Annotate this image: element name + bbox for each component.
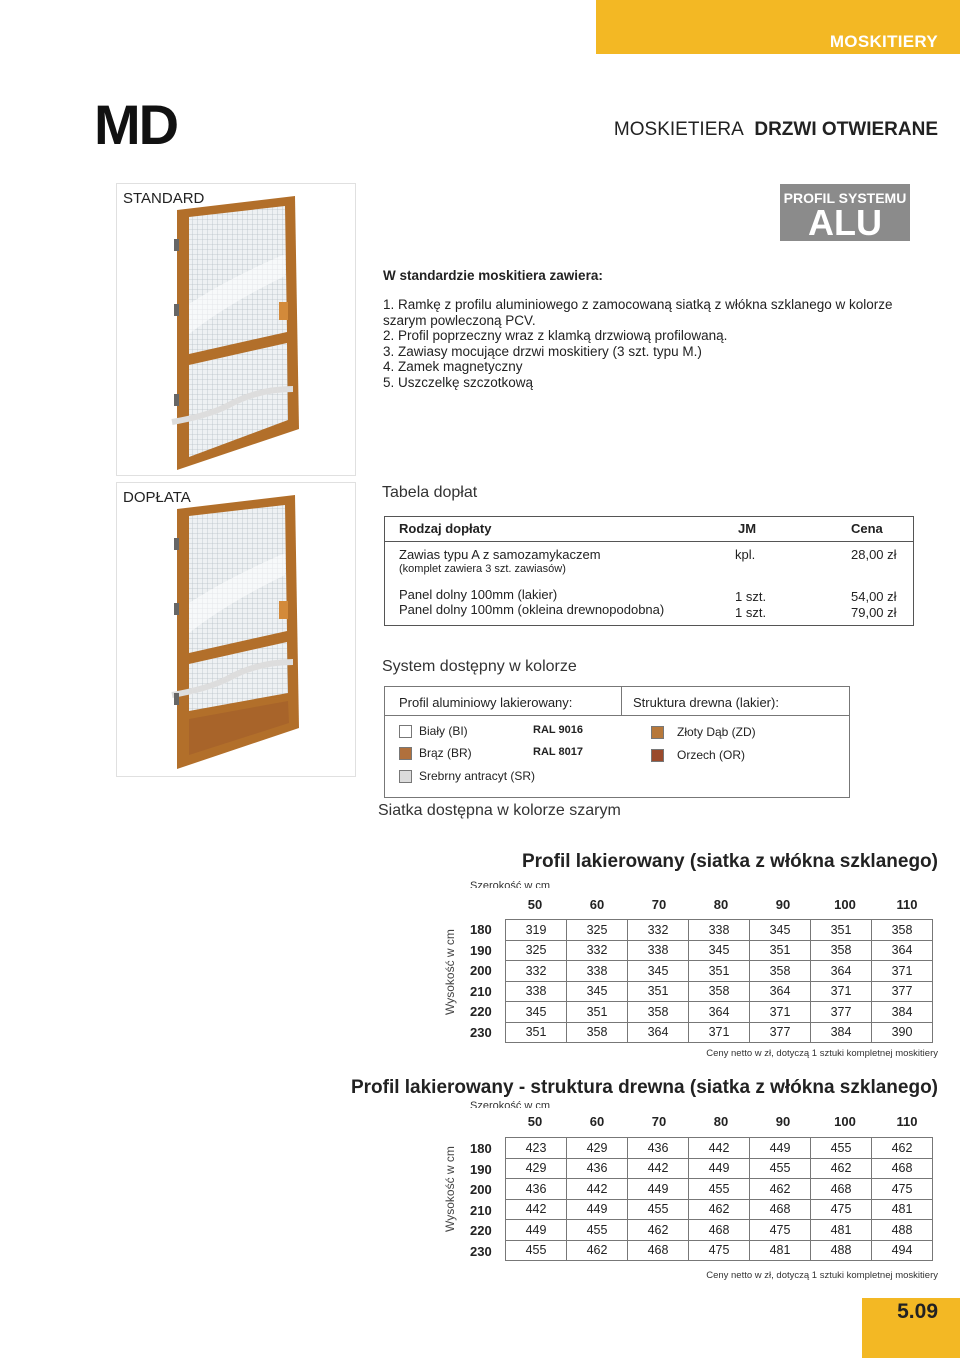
model-code: MD — [94, 93, 178, 156]
doplata-table — [384, 516, 914, 626]
color-name: Srebrny antracyt (SR) — [419, 769, 536, 783]
colors-box — [384, 686, 850, 798]
price-cell: 351 — [750, 940, 811, 961]
header-type: Rodzaj dopłaty — [399, 521, 492, 536]
height-header: 220 — [470, 1223, 492, 1238]
price-cell: 325 — [567, 920, 628, 941]
width-header: 90 — [775, 1114, 791, 1129]
height-header: 180 — [470, 922, 492, 937]
standard-list — [383, 297, 903, 390]
height-label: Wysokość w cm — [443, 1146, 457, 1232]
price-cell: 436 — [506, 1179, 567, 1200]
price-cell: 455 — [506, 1240, 567, 1261]
category-label: MOSKITIERY — [829, 32, 938, 51]
price-cell: 338 — [689, 920, 750, 941]
price-cell: 358 — [872, 920, 933, 941]
price-cell: 364 — [750, 981, 811, 1002]
price-cell: 364 — [811, 961, 872, 982]
price-cell: 462 — [811, 1158, 872, 1179]
price-cell: 338 — [628, 940, 689, 961]
color-swatch-or — [651, 749, 664, 762]
price-cell: 449 — [628, 1179, 689, 1200]
price-cell: 345 — [567, 981, 628, 1002]
price-cell: 371 — [750, 1002, 811, 1023]
color-swatch-br — [399, 747, 412, 760]
color-swatch-bi — [399, 725, 412, 738]
price-cell: 468 — [811, 1179, 872, 1200]
height-header: 200 — [470, 963, 492, 978]
table-row — [506, 981, 933, 1002]
price-cell: 475 — [872, 1179, 933, 1200]
table-row — [506, 1138, 933, 1159]
price-cell: 494 — [872, 1240, 933, 1261]
price-cell: 371 — [811, 981, 872, 1002]
row-name: Zawias typu A z samozamykaczem — [399, 547, 601, 562]
height-header: 200 — [470, 1182, 492, 1197]
price-cell: 429 — [506, 1158, 567, 1179]
price-cell: 364 — [628, 1022, 689, 1043]
height-header: 230 — [470, 1243, 492, 1259]
price-cell: 436 — [567, 1158, 628, 1179]
width-header: 100 — [834, 897, 856, 912]
width-header: 110 — [896, 897, 918, 912]
price-cell: 442 — [689, 1138, 750, 1159]
price-table-1-title: Profil lakierowany (siatka z włókna szklanego) — [521, 851, 938, 872]
color-name: Biały (BI) — [419, 724, 468, 738]
price-cell: 481 — [811, 1220, 872, 1241]
price-cell: 332 — [567, 940, 628, 961]
list-item: 3. Zawiasy mocujące drzwi moskitiery (3 szt. typu M.) — [383, 343, 702, 359]
price-cell: 475 — [811, 1199, 872, 1220]
price-cell: 319 — [506, 920, 567, 941]
doplata-table-title: Tabela dopłat — [382, 484, 478, 501]
color-swatch-zd — [651, 726, 664, 739]
divider — [621, 687, 622, 715]
price-cell: 358 — [750, 961, 811, 982]
price-cell: 345 — [750, 920, 811, 941]
price-note: Ceny netto w zł, dotyczą 1 sztuki kompletnej moskitiery — [706, 1270, 938, 1281]
price-cell: 468 — [872, 1158, 933, 1179]
price-cell: 338 — [567, 961, 628, 982]
table-row — [506, 920, 933, 941]
table-row — [506, 940, 933, 961]
price-cell: 468 — [750, 1199, 811, 1220]
ral-code: RAL 9016 — [533, 724, 583, 736]
standard-image-box — [116, 183, 356, 476]
width-header: 90 — [775, 897, 791, 912]
price-cell: 345 — [628, 961, 689, 982]
price-table-1 — [505, 919, 933, 1043]
price-cell: 455 — [567, 1220, 628, 1241]
price-cell: 377 — [811, 1002, 872, 1023]
price-cell: 468 — [628, 1240, 689, 1261]
ral-code: RAL 8017 — [533, 746, 583, 758]
door-illustration-panel — [117, 483, 355, 776]
price-cell: 462 — [689, 1199, 750, 1220]
table-row — [506, 1220, 933, 1241]
row-price: 54,00 zł — [851, 589, 897, 604]
price-cell: 390 — [872, 1022, 933, 1043]
list-item: 5. Uszczelkę szczotkową — [383, 374, 534, 390]
price-cell: 475 — [689, 1240, 750, 1261]
width-header: 70 — [651, 1114, 667, 1129]
width-header: 70 — [651, 897, 667, 912]
price-cell: 338 — [506, 981, 567, 1002]
price-cell: 455 — [689, 1179, 750, 1200]
colors-title: System dostępny w kolorze — [382, 658, 577, 675]
row-name: Panel dolny 100mm (lakier) — [399, 587, 558, 602]
price-cell: 364 — [872, 940, 933, 961]
standard-heading: W standardzie moskitiera zawiera: — [383, 268, 603, 283]
color-swatch-sr — [399, 770, 412, 783]
price-cell: 449 — [689, 1158, 750, 1179]
table-row — [506, 1158, 933, 1179]
price-cell: 371 — [689, 1022, 750, 1043]
width-header: 60 — [589, 1114, 605, 1129]
table-row — [506, 1179, 933, 1200]
aluminium-header: Profil aluminiowy lakierowany: — [399, 695, 573, 710]
subtitle-regular: MOSKIETIERA — [613, 119, 744, 140]
badge-line2: ALU — [808, 202, 882, 243]
width-label: Szerokość w cm — [470, 880, 551, 888]
price-cell: 371 — [872, 961, 933, 982]
height-header: 180 — [470, 1141, 492, 1156]
price-cell: 377 — [750, 1022, 811, 1043]
width-label: Szerokość w cm — [470, 1100, 551, 1108]
height-header: 230 — [470, 1024, 492, 1040]
price-cell: 449 — [506, 1220, 567, 1241]
height-header: 220 — [470, 1004, 492, 1019]
price-cell: 481 — [750, 1240, 811, 1261]
price-cell: 345 — [506, 1002, 567, 1023]
price-cell: 358 — [811, 940, 872, 961]
price-cell: 462 — [750, 1179, 811, 1200]
width-header: 100 — [834, 1114, 856, 1129]
price-cell: 455 — [811, 1138, 872, 1159]
price-cell: 351 — [567, 1002, 628, 1023]
price-table-2-title: Profil lakierowany - struktura drewna (siatka z włókna szklanego) — [350, 1077, 938, 1098]
list-item: 2. Profil poprzeczny wraz z klamką drzwiową profilowaną. — [383, 328, 728, 343]
price-cell: 449 — [750, 1138, 811, 1159]
price-cell: 488 — [872, 1220, 933, 1241]
height-header: 210 — [470, 983, 492, 999]
price-cell: 384 — [811, 1022, 872, 1043]
width-header: 80 — [713, 897, 729, 912]
price-cell: 442 — [628, 1158, 689, 1179]
price-cell: 358 — [689, 981, 750, 1002]
doplata-label: DOPŁATA — [123, 489, 191, 506]
wood-header: Struktura drewna (lakier): — [633, 695, 779, 710]
width-header: 60 — [589, 897, 605, 912]
price-table-2 — [505, 1137, 933, 1261]
row-price: 28,00 zł — [851, 547, 897, 562]
row-name: Panel dolny 100mm (okleina drewnopodobna) — [399, 602, 665, 617]
width-header: 80 — [713, 1114, 729, 1129]
price-cell: 423 — [506, 1138, 567, 1159]
header-unit: JM — [738, 521, 757, 536]
price-cell: 358 — [567, 1022, 628, 1043]
price-cell: 462 — [872, 1138, 933, 1159]
price-cell: 332 — [628, 920, 689, 941]
height-header: 190 — [470, 1161, 492, 1177]
price-cell: 449 — [567, 1199, 628, 1220]
price-cell: 332 — [506, 961, 567, 982]
row-unit: 1 szt. — [735, 605, 767, 620]
badge-line1: PROFIL SYSTEMU — [783, 190, 907, 206]
page-number-box — [862, 1298, 960, 1358]
price-cell: 351 — [506, 1022, 567, 1043]
price-cell: 475 — [750, 1220, 811, 1241]
door-illustration-standard — [117, 184, 355, 475]
table-row — [506, 961, 933, 982]
price-cell: 442 — [567, 1179, 628, 1200]
table-row — [506, 1199, 933, 1220]
price-cell: 364 — [689, 1002, 750, 1023]
table-row — [506, 1240, 933, 1261]
color-name: Złoty Dąb (ZD) — [677, 725, 756, 739]
mesh-note: Siatka dostępna w kolorze szarym — [378, 802, 621, 819]
doplata-table-header — [385, 517, 913, 542]
price-cell: 351 — [811, 920, 872, 941]
category-tab — [596, 0, 960, 54]
color-name: Brąz (BR) — [419, 746, 472, 760]
price-cell: 325 — [506, 940, 567, 961]
price-cell: 455 — [628, 1199, 689, 1220]
price-cell: 345 — [689, 940, 750, 961]
price-cell: 377 — [872, 981, 933, 1002]
price-cell: 488 — [811, 1240, 872, 1261]
row-unit: kpl. — [735, 547, 756, 562]
height-label: Wysokość w cm — [443, 929, 457, 1015]
width-header: 50 — [527, 1114, 543, 1129]
page-number: 5.09 — [897, 1300, 938, 1323]
price-cell: 462 — [628, 1220, 689, 1241]
price-cell: 481 — [872, 1199, 933, 1220]
price-cell: 442 — [506, 1199, 567, 1220]
height-header: 210 — [470, 1202, 492, 1218]
product-subtitle — [614, 119, 938, 141]
list-item: 1. Ramkę z profilu aluminiowego z zamocowaną siatką z włókna szklanego w kolorze szarym powleczoną PCV. — [383, 297, 893, 328]
height-header: 190 — [470, 942, 492, 958]
price-cell: 384 — [872, 1002, 933, 1023]
price-cell: 351 — [689, 961, 750, 982]
colors-header — [385, 687, 849, 716]
price-cell: 436 — [628, 1138, 689, 1159]
width-header: 110 — [896, 1114, 918, 1129]
list-item: 4. Zamek magnetyczny — [383, 359, 523, 374]
row-unit: 1 szt. — [735, 589, 767, 604]
price-cell: 351 — [628, 981, 689, 1002]
price-cell: 429 — [567, 1138, 628, 1159]
price-cell: 462 — [567, 1240, 628, 1261]
width-header: 50 — [527, 897, 543, 912]
price-cell: 358 — [628, 1002, 689, 1023]
table-row — [506, 1002, 933, 1023]
subtitle-bold: DRZWI OTWIERANE — [754, 119, 938, 140]
color-name: Orzech (OR) — [677, 748, 746, 762]
price-note: Ceny netto w zł, dotyczą 1 sztuki kompletnej moskitiery — [706, 1048, 938, 1059]
profile-system-badge — [780, 184, 910, 241]
price-cell: 468 — [689, 1220, 750, 1241]
price-cell: 455 — [750, 1158, 811, 1179]
header-price: Cena — [851, 521, 883, 536]
table-row — [506, 1022, 933, 1043]
row-price: 79,00 zł — [851, 605, 897, 620]
doplata-image-box — [116, 482, 356, 777]
standard-label: STANDARD — [123, 190, 205, 207]
row-sub: (komplet zawiera 3 szt. zawiasów) — [399, 563, 566, 575]
